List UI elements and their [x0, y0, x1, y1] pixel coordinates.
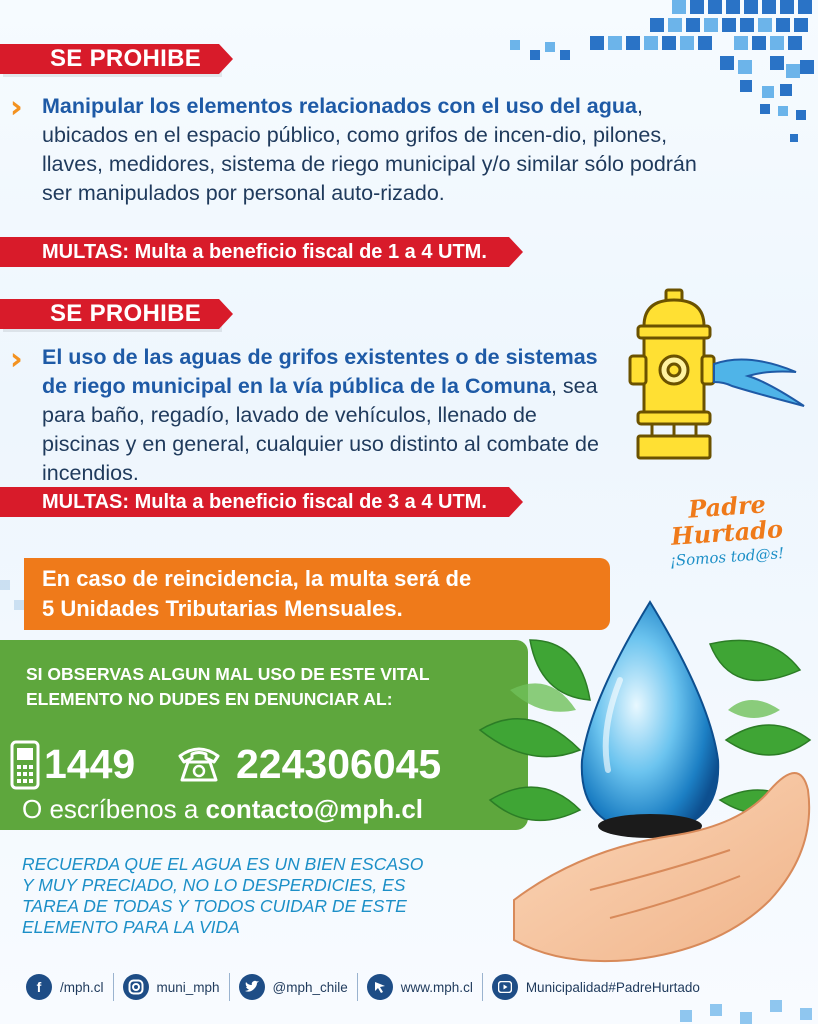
report-line-2: ELEMENTO NO DUDES EN DENUNCIAR AL:	[26, 689, 393, 709]
footer-facebook-label: /mph.cl	[60, 979, 104, 995]
prohibition-bold-2: El uso de las aguas de grifos existentes o de sistemas de riego municipal en la vía pública de la Comuna	[42, 345, 598, 398]
email-prefix: O escríbenos a	[22, 794, 199, 824]
chevron-icon: ››	[10, 90, 11, 125]
brand-slogan: ¡Somos tod@s!	[669, 544, 785, 570]
facebook-icon: f	[26, 974, 52, 1000]
report-line-1: SI OBSERVAS ALGUN MAL USO DE ESTE VITAL	[26, 664, 430, 684]
prohibition-bold-1: Manipular los elementos relacionados con el uso del agua	[42, 94, 637, 118]
reminder-line-2: Y MUY PRECIADO, NO LO DESPERDICIES, ES	[22, 875, 406, 895]
footer-youtube-label: Municipalidad#PadreHurtado	[525, 979, 700, 995]
reminder-line-1: RECUERDA QUE EL AGUA ES UN BIEN ESCASO	[22, 854, 424, 874]
reminder-text	[22, 854, 542, 938]
footer-facebook[interactable]	[26, 973, 113, 1001]
prohibition-text-1	[42, 92, 722, 208]
brand-line-2: Hurtado	[669, 514, 784, 551]
brand-line-1: Padre	[687, 489, 767, 524]
footer-youtube[interactable]	[482, 973, 709, 1001]
email-line	[22, 792, 423, 826]
hand-water-drop-illustration	[470, 600, 818, 970]
email-link[interactable]: contacto@mph.cl	[205, 794, 424, 824]
telephone-icon	[176, 744, 222, 784]
phone-number-link[interactable]: 224306045	[236, 741, 442, 787]
reminder-line-3: TAREA DE TODAS Y TODOS CUIDAR DE ESTE	[22, 896, 407, 916]
prohibition-text-2	[42, 343, 612, 488]
fire-hydrant-icon	[628, 286, 808, 466]
report-question	[26, 662, 430, 712]
phone-numbers	[6, 734, 526, 794]
footer-twitter-label: @mph_chile	[272, 979, 348, 995]
social-footer	[26, 972, 816, 1002]
footer-website-label: www.mph.cl	[400, 979, 473, 995]
prohibition-tag-1: SE PROHIBE	[0, 44, 219, 74]
reminder-line-4: ELEMENTO PARA LA VIDA	[22, 917, 240, 937]
twitter-icon	[239, 974, 265, 1000]
chevron-icon: ››	[10, 342, 11, 377]
youtube-icon	[492, 974, 518, 1000]
report-box	[0, 640, 528, 830]
prohibition-tag-2: SE PROHIBE	[0, 299, 219, 329]
reincidence-line-1: En caso de reincidencia, la multa será de	[42, 566, 472, 591]
footer-instagram-label: muni_mph	[156, 979, 220, 995]
brand-logo	[662, 489, 792, 570]
prohibition-detail-2: , sea para baño, regadío, lavado de vehículos, llenado de piscinas y en general, cualquier uso distinto al combate de incendios.	[42, 374, 599, 485]
footer-twitter[interactable]	[229, 973, 357, 1001]
instagram-icon	[123, 974, 149, 1000]
mobile-number-link[interactable]: 1449	[44, 741, 136, 787]
footer-instagram[interactable]	[113, 973, 229, 1001]
fine-banner-1: MULTAS: Multa a beneficio fiscal de 1 a 4 UTM.	[0, 237, 509, 267]
fine-banner-2: MULTAS: Multa a beneficio fiscal de 3 a 4 UTM.	[0, 487, 509, 517]
mobile-phone-icon	[10, 740, 40, 790]
footer-website[interactable]	[357, 973, 482, 1001]
reincidence-line-2: 5 Unidades Tributarias Mensuales.	[42, 596, 403, 621]
prohibition-detail-1: , ubicados en el espacio público, como grifos de incen-dio, pilones, llaves, medidores, sistema de riego municipal y/o similar sólo podrán ser manipulados por personal auto-rizado.	[42, 94, 697, 205]
cursor-icon	[367, 974, 393, 1000]
